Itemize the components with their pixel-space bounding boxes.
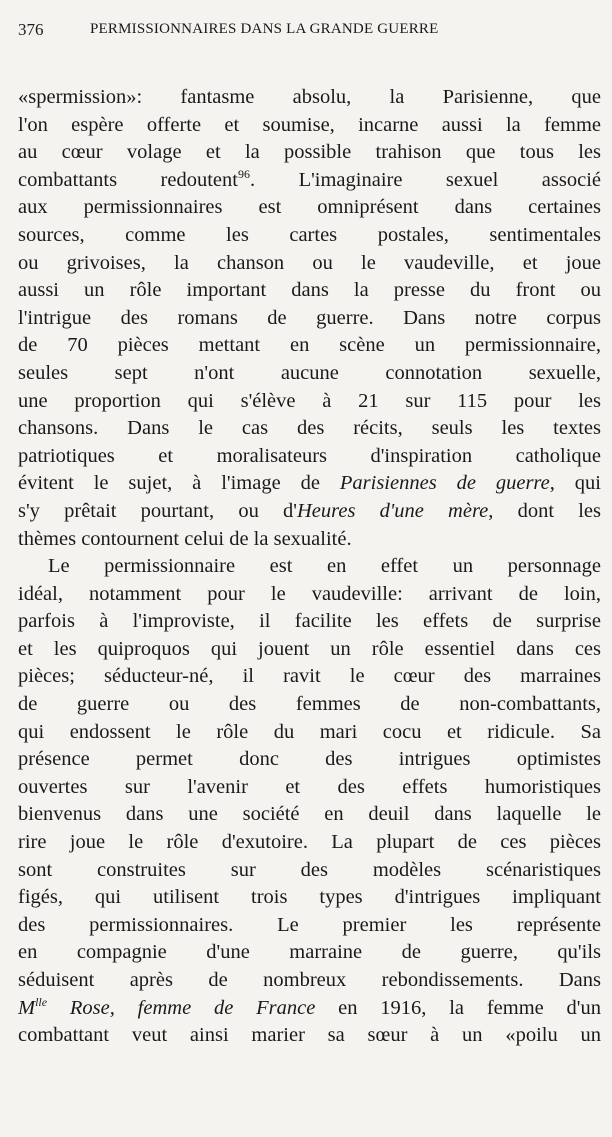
text-line: patriotiques et moralisateurs d'inspiration catholique — [18, 444, 601, 467]
text-line: sources, comme les cartes postales, sentimentales — [18, 223, 601, 246]
text-line: rire joue le rôle d'exutoire. La plupart de ces pièces — [18, 831, 601, 854]
text-line: chansons. Dans le cas des récits, seuls les textes — [18, 417, 601, 440]
page-number: 376 — [18, 20, 44, 39]
text-line: et les quiproquos qui jouent un rôle essentiel dans ces — [18, 637, 601, 660]
page-header — [18, 20, 602, 44]
text-line: pièces; séducteur-né, il ravit le cœur des marraines — [18, 665, 601, 688]
text-line: ouvertes sur l'avenir et des effets humoristiques — [18, 775, 601, 798]
text-line: de 70 pièces mettant en scène un permissionnaire, — [18, 334, 601, 357]
text-line: «spermission»: fantasme absolu, la Parisienne, que — [18, 86, 601, 108]
text-line: présence permet donc des intrigues optimistes — [18, 748, 601, 771]
text-line: ou grivoises, la chanson ou le vaudeville, et joue — [18, 251, 601, 274]
book-title: Heures d'une mère — [296, 499, 489, 522]
line-text: combattants redoutent — [18, 168, 238, 191]
text-line: sont construites sur des modèles scénaristiques — [18, 858, 601, 881]
text-line: l'on espère offerte et soumise, incarne aussi la femme — [18, 113, 601, 136]
text-line: séduisent après de nombreux rebondissements. Dans — [18, 969, 601, 991]
text-line: parfois à l'improviste, il facilite les effets de surprise — [18, 610, 601, 633]
text-line: l'intrigue des romans de guerre. Dans notre corpus — [18, 306, 601, 329]
text-line: idéal, notamment pour le vaudeville: arrivant de loin, — [18, 582, 601, 605]
text-line: combattant veut ainsi marier sa sœur à un «poilu un — [18, 1024, 601, 1047]
text-line: aux permissionnaires est omniprésent dans certaines — [18, 196, 601, 219]
body-text — [18, 84, 601, 1050]
text-line — [18, 498, 601, 526]
paragraph-1 — [18, 84, 601, 553]
text-line: thèmes contournent celui de la sexualité. — [18, 527, 352, 550]
text-line: Le permissionnaire est en effet un personnage — [48, 555, 601, 578]
text-line: aussi un rôle important dans la presse du front ou — [18, 279, 601, 302]
text-line: figés, qui utilisent trois types d'intrigues impliquant — [18, 886, 601, 909]
text-line: une proportion qui s'élève à 21 sur 115 pour les — [18, 389, 601, 412]
text-line: de guerre ou des femmes de non-combattants, — [18, 693, 601, 716]
text-line: au cœur volage et la possible trahison que tous les — [18, 141, 601, 164]
text-line: en compagnie d'une marraine de guerre, qu'ils — [18, 941, 601, 964]
text-line: seules sept n'ont aucune connotation sexuelle, — [18, 361, 601, 384]
line-text: , qui — [549, 472, 601, 495]
play-title: $M^{lle}$ Rose, femme de France — [18, 994, 316, 1019]
line-text: en 1916, la femme d'un — [315, 996, 601, 1019]
line-text: . L'imaginaire sexuel associé — [249, 168, 601, 191]
text-line — [18, 470, 601, 498]
text-line — [18, 167, 601, 195]
text-line: bienvenus dans une société en deuil dans laquelle le — [18, 803, 601, 826]
line-text: évitent le sujet, à l'image de — [18, 472, 320, 495]
book-title: Parisiennes de guerre — [339, 472, 550, 495]
paragraph-2 — [18, 553, 601, 1050]
text-line: des permissionnaires. Le premier les représente — [18, 913, 601, 936]
line-text: , dont les — [488, 499, 602, 522]
footnote-ref: 96 — [237, 166, 250, 181]
running-title: PERMISSIONNAIRES DANS LA GRANDE GUERRE — [90, 21, 439, 37]
text-line — [18, 995, 601, 1023]
line-text: s'y prêtait pourtant, ou d' — [18, 499, 297, 522]
text-line: qui endossent le rôle du mari cocu et ridicule. Sa — [18, 720, 601, 743]
